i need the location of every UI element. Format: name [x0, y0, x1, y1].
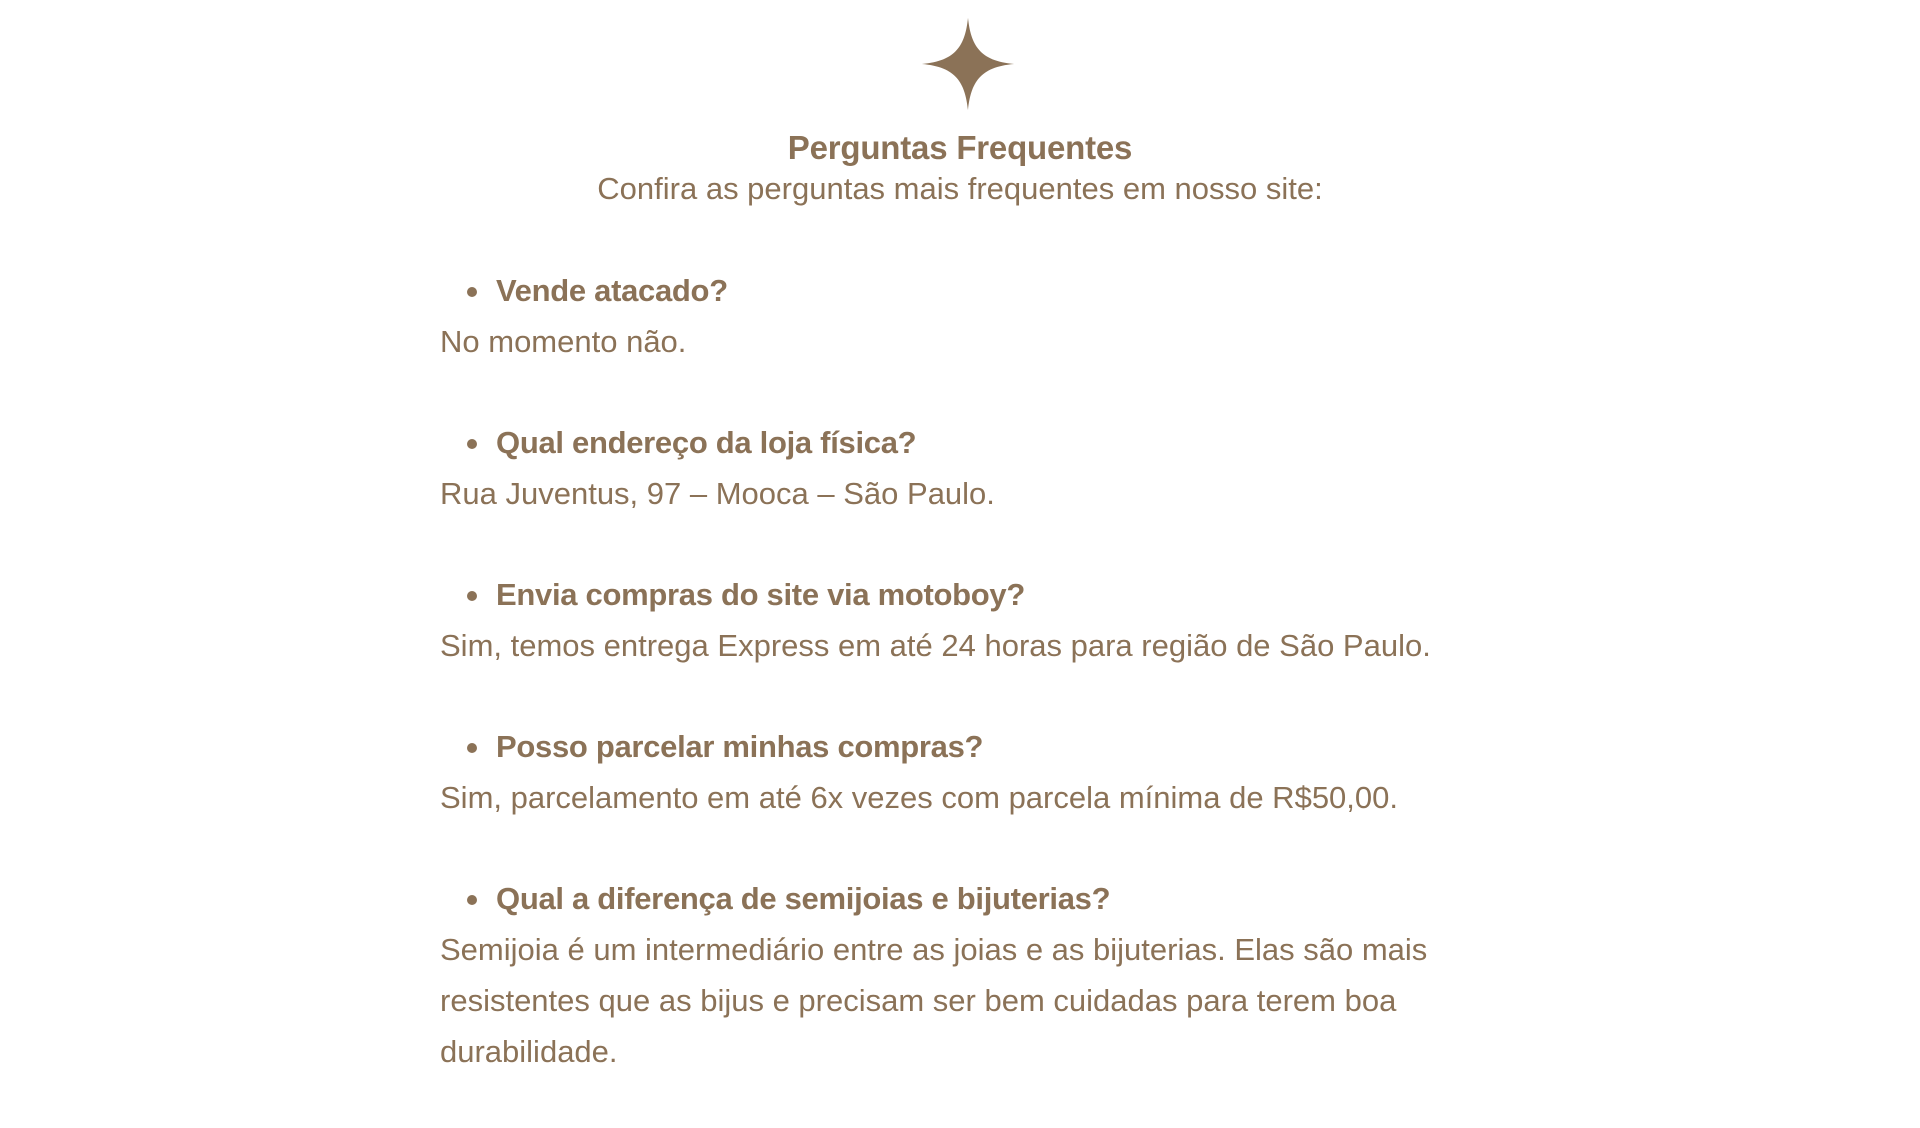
- sparkle-star-icon: [920, 16, 1016, 112]
- faq-item: [440, 722, 1490, 823]
- faq-item: [440, 266, 1490, 367]
- faq-list: [440, 266, 1490, 1128]
- faq-question-text: Qual a diferença de semijoias e bijuterias?: [496, 881, 1111, 916]
- faq-question: [440, 570, 1490, 620]
- bullet-icon: [467, 895, 477, 905]
- page-title: Perguntas Frequentes: [787, 129, 1133, 166]
- faq-answer: Rua Juventus, 97 – Mooca – São Paulo.: [440, 476, 995, 511]
- sparkle-star-icon-shape: [920, 16, 1016, 112]
- faq-question-text: Posso parcelar minhas compras?: [496, 729, 984, 764]
- bullet-icon: [467, 591, 477, 601]
- bullet-icon: [467, 287, 477, 297]
- faq-answer: Semijoia é um intermediário entre as joias e as bijuterias. Elas são mais resistentes que as bijus e precisam ser bem cuidadas para terem boa durabilidade.: [440, 932, 1428, 1069]
- faq-question: [440, 722, 1490, 772]
- faq-question-text: Vende atacado?: [496, 273, 728, 308]
- faq-answer: Sim, parcelamento em até 6x vezes com parcela mínima de R$50,00.: [440, 780, 1399, 815]
- bullet-icon: [467, 439, 477, 449]
- faq-answer: No momento não.: [440, 324, 687, 359]
- faq-question: [440, 266, 1490, 316]
- faq-question: [440, 874, 1490, 924]
- faq-item: [440, 418, 1490, 519]
- faq-answer: Sim, temos entrega Express em até 24 horas para região de São Paulo.: [440, 628, 1431, 663]
- faq-question: [440, 418, 1490, 468]
- faq-question-text: Envia compras do site via motoboy?: [496, 577, 1025, 612]
- page-subtitle: Confira as perguntas mais frequentes em nosso site:: [597, 171, 1323, 206]
- faq-question-text: Qual endereço da loja física?: [496, 425, 917, 460]
- faq-item: [440, 874, 1490, 1077]
- faq-item: [440, 570, 1490, 671]
- bullet-icon: [467, 743, 477, 753]
